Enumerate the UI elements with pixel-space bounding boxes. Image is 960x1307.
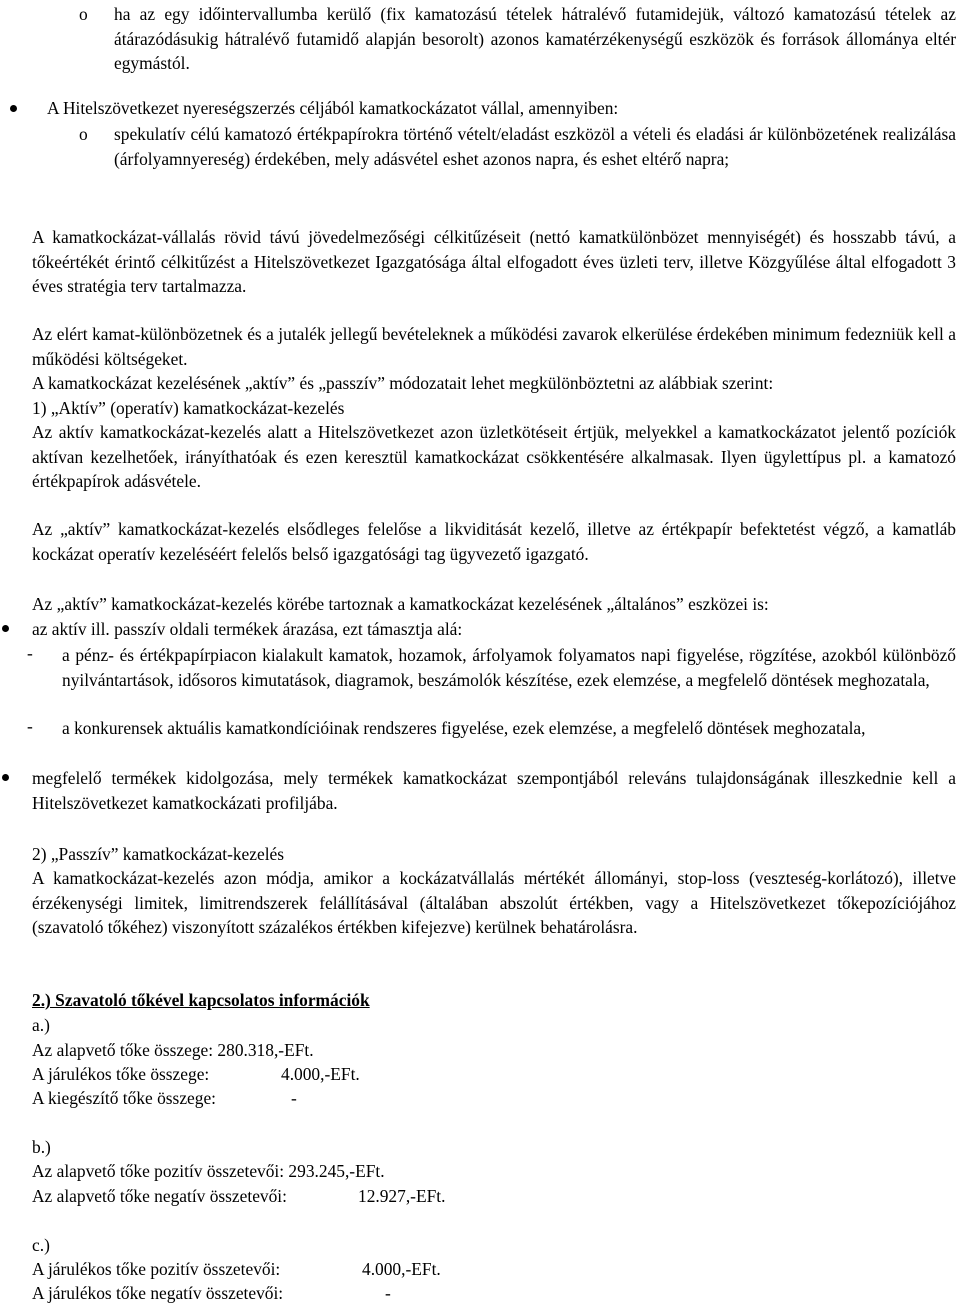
list-marker-circle: o — [79, 4, 88, 24]
paragraph-interest-margin: Az elért kamat-különbözetnek és a jutalék jellegű bevételeknek a működési zavarok elkerülése érdekében minimum fedezniük kell a működési költségeket. — [32, 324, 956, 369]
core-capital-amount: Az alapvető tőke összege: 280.318,-EFt. — [32, 1040, 314, 1060]
active-tools-intro: Az „aktív” kamatkockázat-kezelés körébe tartoznak a kamatkockázat kezelésének „általános” eszközei is: — [32, 594, 769, 614]
bullet-dot — [10, 105, 17, 112]
section-c-label: c.) — [32, 1235, 50, 1255]
list-item-interval: ha az egy időintervallumba kerülő (fix kamatozású tételek hátralévő futamidejük, változó kamatozású tételek az átárazódásukig hátralévő futamidő alapján besorolt) azonos kamatérzékenységű eszközök és források állománya eltér egymástól. — [114, 4, 956, 73]
active-management-responsible: Az „aktív” kamatkockázat-kezelés elsődleges felelőse a likviditását kezelő, illetve az értékpapír befektetést végző, a kamatláb kockázat operatív kezeléséért felelős belső igazgatósági tag ügyvezető igazgató. — [32, 519, 956, 564]
supplementary-negative-value: - — [385, 1283, 391, 1303]
list-marker-circle: o — [79, 124, 88, 144]
paragraph-modes: A kamatkockázat kezelésének „aktív” és „passzív” módozatait lehet megkülönböztetni az alábbiak szerint: — [32, 373, 774, 393]
bullet-intro-text: A Hitelszövetkezet nyereségszerzés céljából kamatkockázatot vállal, amennyiben: — [47, 98, 619, 118]
list-marker-dash: - — [27, 716, 33, 736]
supplementary-capital-label: A járulékos tőke összege: — [32, 1064, 210, 1084]
core-capital-negative-label: Az alapvető tőke negatív összetevői: — [32, 1186, 287, 1206]
supplementary-positive-label: A járulékos tőke pozitív összetevői: — [32, 1259, 281, 1279]
additional-capital-label: A kiegészítő tőke összege: — [32, 1088, 217, 1108]
tool-competitor-monitoring: a konkurensek aktuális kamatkondícióinak rendszeres figyelése, ezek elemzése, a megfelelő döntések meghozatala, — [62, 718, 866, 738]
additional-capital-value: - — [291, 1088, 297, 1108]
supplementary-negative-label: A járulékos tőke negatív összetevői: — [32, 1283, 284, 1303]
active-management-text: Az aktív kamatkockázat-kezelés alatt a Hitelszövetkezet azon üzletkötéseit értjük, melyekkel a kamatkockázatot jelentő pozíciók aktívan kezelhetőek, irányíthatóak és ezen keresztül kamatkockázat csökkentésére alkalmasak. Ilyen ügylettípus pl. a kamatozó értékpapírok adásvétele. — [32, 422, 956, 491]
list-item-speculative: spekulatív célú kamatozó értékpapírokra történő vételt/eladást eszközöl a vételi és eladási ár különbözetének realizálása (árfolyamnyereség) érdekében, mely adásvétel eshet azonos napra, és eshet eltérő napra; — [114, 124, 956, 169]
supplementary-positive-value: 4.000,-EFt. — [362, 1259, 441, 1279]
passive-management-text: A kamatkockázat-kezelés azon módja, amikor a kockázatvállalás mértékét állományi, stop-loss (veszteség-korlátozó), illetve érzékenységi limitek, limitrendszerek felállításával (általában abszolút értékben, vagy a Hitelszövetkezet tőkepozíciójához (szavatoló tőkéhez) viszonyított százalékos értékben kifejezve) kerülnek behatárolásra. — [32, 868, 956, 937]
section-a-label: a.) — [32, 1015, 50, 1035]
tool-product-development: megfelelő termékek kidolgozása, mely termékek kamatkockázat szempontjából releváns tulajdonságának illeszkednie kell a Hitelszövetkezet kamatkockázati profiljába. — [32, 768, 956, 813]
section-heading-capital: 2.) Szavatoló tőkével kapcsolatos információk — [32, 990, 370, 1010]
supplementary-capital-value: 4.000,-EFt. — [281, 1064, 360, 1084]
tool-market-monitoring: a pénz- és értékpapírpiacon kialakult kamatok, hozamok, árfolyamok folyamatos napi figyelése, rögzítése, azokból különböző nyilvántartások, idősoros kimutatások, diagramok, beszámolók készítése, ezek elemzése, a megfelelő döntések meghozatala, — [62, 645, 956, 690]
passive-management-title: 2) „Passzív” kamatkockázat-kezelés — [32, 844, 285, 864]
tool-pricing: az aktív ill. passzív oldali termékek árazása, ezt támasztja alá: — [32, 619, 463, 639]
core-capital-positive: Az alapvető tőke pozitív összetevői: 293.245,-EFt. — [32, 1161, 385, 1181]
bullet-dot — [2, 625, 9, 632]
section-b-label: b.) — [32, 1137, 51, 1157]
bullet-dot — [2, 774, 9, 781]
active-management-title: 1) „Aktív” (operatív) kamatkockázat-kezelés — [32, 398, 345, 418]
list-marker-dash: - — [27, 643, 33, 663]
paragraph-profit-goals: A kamatkockázat-vállalás rövid távú jövedelmezőségi célkitűzéseit (nettó kamatkülönbözet mennyiségét) és hosszabb távú, a tőkeértékét érintő célkitűzést a Hitelszövetkezet Igazgatósága által elfogadott éves üzleti terv, illetve Közgyűlése által elfogadott 3 éves stratégia terv tartalmazza. — [32, 227, 956, 296]
core-capital-negative-value: 12.927,-EFt. — [358, 1186, 446, 1206]
